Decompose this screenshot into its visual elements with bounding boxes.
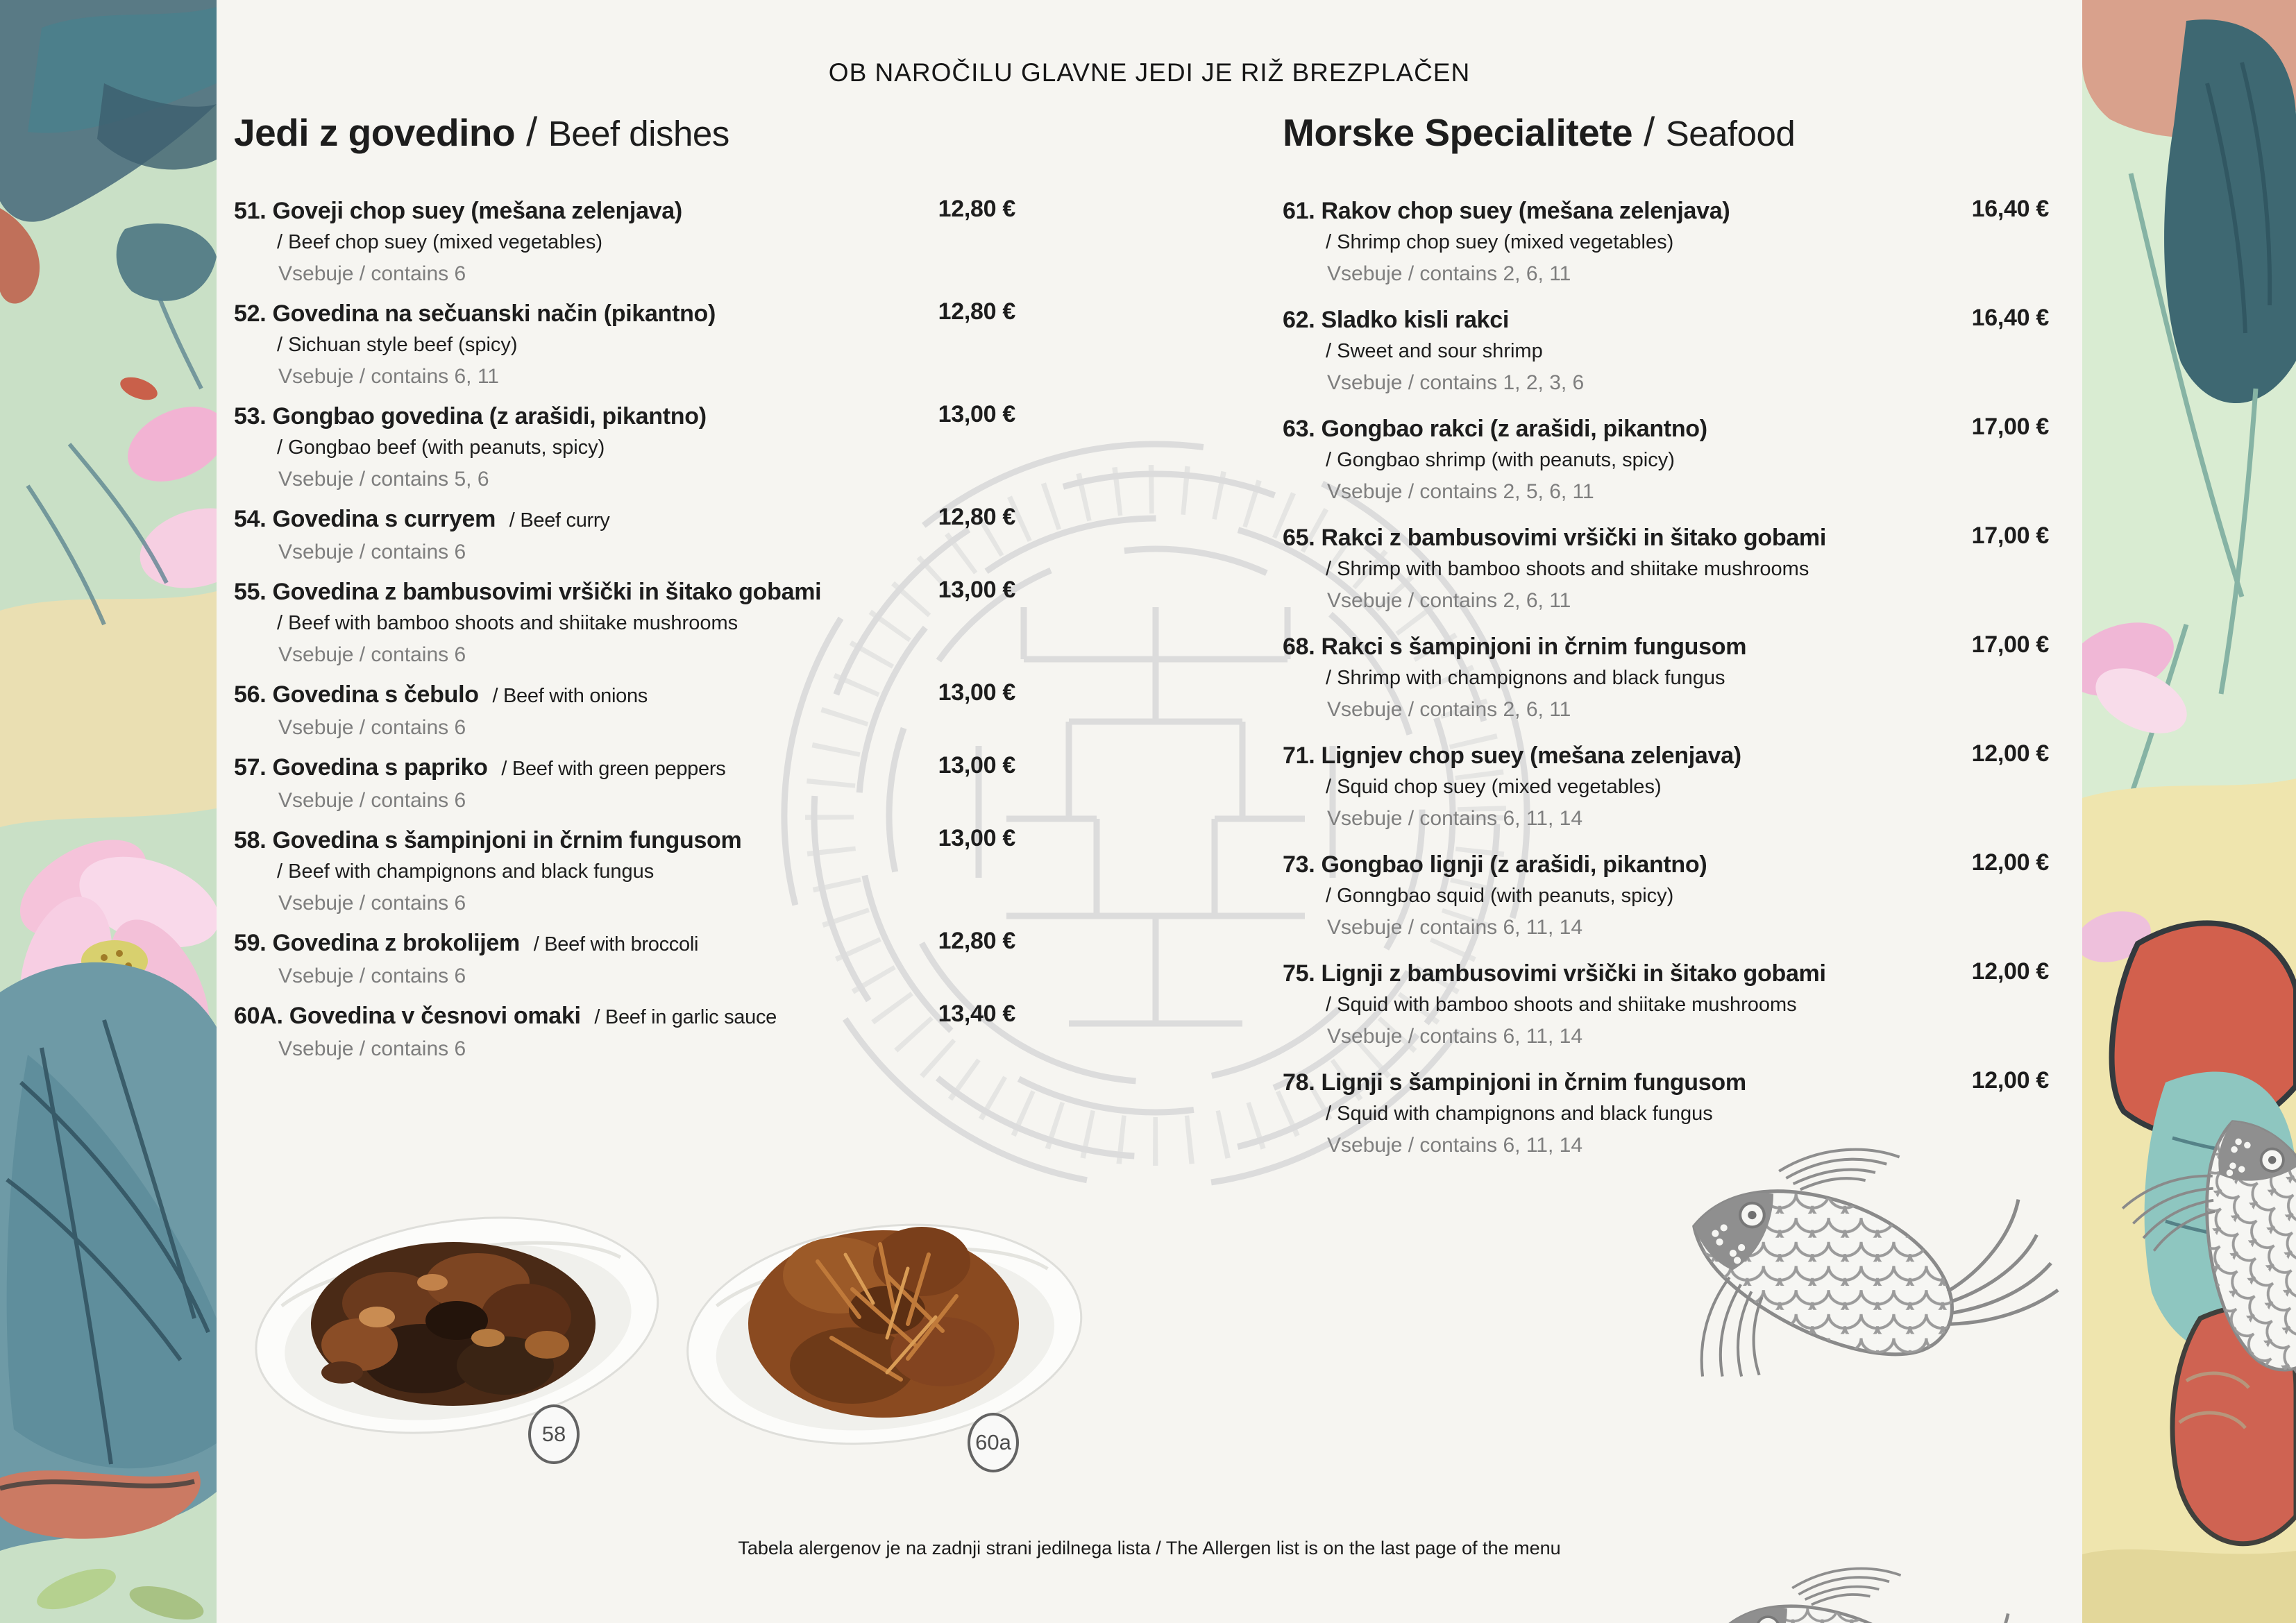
menu-item bbox=[1283, 522, 2049, 616]
item-name-en: / Shrimp with bamboo shoots and shiitake mushrooms bbox=[1326, 558, 1809, 580]
item-allergens: Vsebuje / contains 6 bbox=[278, 965, 466, 987]
menu-item bbox=[1283, 958, 2049, 1052]
menu-item bbox=[1283, 1067, 2049, 1161]
item-name-sl: Rakov chop suey (mešana zelenjava) bbox=[1321, 198, 1730, 224]
item-allergens: Vsebuje / contains 2, 5, 6, 11 bbox=[1327, 480, 1594, 503]
item-price: 13,40 € bbox=[938, 1001, 1015, 1027]
item-name-en: / Beef with bamboo shoots and shiitake mushrooms bbox=[277, 612, 738, 634]
item-allergens: Vsebuje / contains 6, 11, 14 bbox=[1327, 1025, 1583, 1048]
menu-item bbox=[234, 196, 1015, 289]
item-allergens: Vsebuje / contains 6, 11, 14 bbox=[1327, 916, 1583, 939]
item-title-line bbox=[1283, 305, 1903, 336]
item-name-en: / Beef with green peppers bbox=[496, 758, 726, 780]
item-title-line bbox=[234, 196, 870, 227]
item-name-sl: Gongbao govedina (z arašidi, pikantno) bbox=[272, 403, 707, 430]
item-title-line bbox=[234, 928, 870, 960]
item-name-sl: Govedina na sečuanski način (pikantno) bbox=[272, 300, 716, 327]
item-allergens: Vsebuje / contains 5, 6 bbox=[278, 468, 489, 491]
item-number: 60A. bbox=[234, 1003, 289, 1029]
item-price: 17,00 € bbox=[1971, 522, 2049, 549]
item-title-line bbox=[1283, 522, 1903, 554]
item-name-en: / Squid chop suey (mixed vegetables) bbox=[1326, 776, 1662, 798]
item-title-line bbox=[234, 752, 870, 785]
item-allergens: Vsebuje / contains 6 bbox=[278, 716, 466, 739]
item-name-en: / Beef with broccoli bbox=[527, 933, 699, 955]
item-number: 71. bbox=[1283, 742, 1322, 769]
item-name-sl: Govedina z bambusovimi vršički in šitako gobami bbox=[272, 579, 822, 605]
item-title-line bbox=[234, 825, 870, 856]
item-number: 55. bbox=[234, 579, 273, 605]
item-name-en: / Squid with champignons and black fungus bbox=[1326, 1103, 1713, 1125]
item-name-sl: Govedina s čebulo bbox=[272, 681, 479, 708]
item-price: 13,00 € bbox=[938, 752, 1015, 779]
item-allergens: Vsebuje / contains 2, 6, 11 bbox=[1327, 262, 1571, 285]
item-name-sl: Rakci s šampinjoni in črnim fungusom bbox=[1321, 634, 1747, 660]
food-stirfry-dark bbox=[311, 1242, 596, 1406]
item-title-line bbox=[234, 1001, 870, 1033]
item-price: 17,00 € bbox=[1971, 414, 2049, 440]
item-allergens: Vsebuje / contains 6 bbox=[278, 1037, 466, 1060]
item-name-sl: Govedina s papriko bbox=[272, 754, 488, 781]
seafood-items-list bbox=[1283, 196, 2049, 1161]
menu-item bbox=[1283, 305, 2049, 398]
item-name-sl: Rakci z bambusovimi vršički in šitako gobami bbox=[1321, 525, 1827, 551]
item-name-en: / Shrimp chop suey (mixed vegetables) bbox=[1326, 231, 1674, 253]
menu-item bbox=[234, 928, 1015, 992]
item-name-sl: Gongbao rakci (z arašidi, pikantno) bbox=[1321, 416, 1707, 442]
item-price: 12,00 € bbox=[1971, 740, 2049, 767]
item-price: 12,80 € bbox=[938, 928, 1015, 954]
item-allergens: Vsebuje / contains 6 bbox=[278, 262, 466, 285]
item-price: 12,00 € bbox=[1971, 958, 2049, 985]
item-allergens: Vsebuje / contains 2, 6, 11 bbox=[1327, 589, 1571, 612]
item-number: 62. bbox=[1283, 307, 1322, 333]
item-name-sl: Lignji s šampinjoni in črnim fungusom bbox=[1321, 1069, 1746, 1096]
item-name-sl: Gongbao lignji (z arašidi, pikantno) bbox=[1321, 851, 1707, 878]
item-title-line bbox=[1283, 849, 1903, 881]
item-title-line bbox=[1283, 414, 1903, 445]
item-title-line bbox=[234, 504, 870, 536]
item-price: 16,40 € bbox=[1971, 305, 2049, 331]
item-price: 12,80 € bbox=[938, 196, 1015, 222]
item-number: 78. bbox=[1283, 1069, 1322, 1096]
item-price: 17,00 € bbox=[1971, 631, 2049, 658]
item-number: 57. bbox=[234, 754, 273, 781]
menu-item bbox=[1283, 196, 2049, 289]
item-allergens: Vsebuje / contains 6, 11 bbox=[278, 365, 499, 388]
item-allergens: Vsebuje / contains 2, 6, 11 bbox=[1327, 698, 1571, 721]
item-name-en: / Beef with champignons and black fungus bbox=[277, 860, 655, 883]
item-name-en: / Sichuan style beef (spicy) bbox=[277, 334, 518, 356]
item-name-en: / Gonngbao squid (with peanuts, spicy) bbox=[1326, 885, 1674, 907]
item-name-sl: Govedina v česnovi omaki bbox=[289, 1003, 581, 1029]
item-name-en: / Gongbao beef (with peanuts, spicy) bbox=[277, 436, 605, 459]
item-number: 68. bbox=[1283, 634, 1322, 660]
item-number: 65. bbox=[1283, 525, 1322, 551]
left-watercolor-border bbox=[0, 0, 217, 1623]
item-name-sl: Goveji chop suey (mešana zelenjava) bbox=[272, 198, 682, 224]
item-allergens: Vsebuje / contains 1, 2, 3, 6 bbox=[1327, 371, 1585, 394]
menu-item bbox=[1283, 849, 2049, 943]
item-title-line bbox=[234, 401, 870, 432]
item-number: 58. bbox=[234, 827, 273, 853]
item-number: 61. bbox=[1283, 198, 1322, 224]
item-price: 12,80 € bbox=[938, 298, 1015, 325]
menu-item bbox=[1283, 740, 2049, 834]
item-name-sl: Govedina z brokolijem bbox=[272, 930, 520, 956]
item-name-en: / Gongbao shrimp (with peanuts, spicy) bbox=[1326, 449, 1675, 471]
item-price: 13,00 € bbox=[938, 401, 1015, 427]
menu-item bbox=[234, 298, 1015, 392]
item-price: 16,40 € bbox=[1971, 196, 2049, 222]
dish-photo-58 bbox=[248, 1199, 665, 1449]
dish-photo-60a bbox=[679, 1178, 1088, 1463]
title-slash: / bbox=[526, 110, 537, 155]
item-number: 52. bbox=[234, 300, 273, 327]
menu-item bbox=[234, 577, 1015, 670]
menu-item bbox=[1283, 631, 2049, 725]
item-name-sl: Sladko kisli rakci bbox=[1321, 307, 1510, 333]
item-number: 54. bbox=[234, 506, 273, 532]
menu-item bbox=[234, 825, 1015, 919]
item-name-sl: Lignjev chop suey (mešana zelenjava) bbox=[1321, 742, 1741, 769]
item-allergens: Vsebuje / contains 6 bbox=[278, 789, 466, 812]
title-slash: / bbox=[1644, 110, 1655, 155]
section-seafood bbox=[1283, 110, 2049, 1176]
item-name-sl: Govedina s šampinjoni in črnim fungusom bbox=[272, 827, 742, 853]
item-number: 75. bbox=[1283, 960, 1322, 987]
item-title-line bbox=[1283, 1067, 1903, 1098]
menu-item bbox=[234, 752, 1015, 816]
section-title-en: Seafood bbox=[1665, 114, 1796, 153]
item-allergens: Vsebuje / contains 6 bbox=[278, 541, 466, 563]
section-title-sl: Morske Specialitete bbox=[1283, 111, 1633, 154]
item-price: 13,00 € bbox=[938, 577, 1015, 603]
item-number: 56. bbox=[234, 681, 273, 708]
item-price: 12,00 € bbox=[1971, 849, 2049, 876]
item-price: 12,80 € bbox=[938, 504, 1015, 530]
item-number: 59. bbox=[234, 930, 273, 956]
menu-item bbox=[234, 1001, 1015, 1064]
section-title-beef bbox=[234, 110, 1015, 157]
item-name-en: / Beef with onions bbox=[487, 685, 648, 707]
item-allergens: Vsebuje / contains 6 bbox=[278, 892, 466, 915]
dish-badge-58: 58 bbox=[528, 1404, 580, 1464]
item-number: 73. bbox=[1283, 851, 1322, 878]
item-allergens: Vsebuje / contains 6 bbox=[278, 643, 466, 666]
item-title-line bbox=[234, 298, 870, 330]
section-beef bbox=[234, 110, 1015, 1073]
item-price: 12,00 € bbox=[1971, 1067, 2049, 1094]
item-number: 53. bbox=[234, 403, 273, 430]
item-name-en: / Sweet and sour shrimp bbox=[1326, 340, 1543, 362]
section-title-en: Beef dishes bbox=[548, 114, 729, 153]
item-title-line bbox=[234, 577, 870, 608]
item-price: 13,00 € bbox=[938, 679, 1015, 706]
item-allergens: Vsebuje / contains 6, 11, 14 bbox=[1327, 1134, 1583, 1157]
item-price: 13,00 € bbox=[938, 825, 1015, 851]
item-title-line bbox=[1283, 958, 1903, 989]
beef-items-list bbox=[234, 196, 1015, 1064]
item-name-en: / Beef curry bbox=[504, 509, 610, 532]
menu-item bbox=[234, 504, 1015, 568]
section-title-sl: Jedi z govedino bbox=[234, 111, 516, 154]
item-number: 63. bbox=[1283, 416, 1322, 442]
header-note: OB NAROČILU GLAVNE JEDI JE RIŽ BREZPLAČEN bbox=[828, 58, 1471, 87]
item-title-line bbox=[234, 679, 870, 712]
item-name-en: / Beef in garlic sauce bbox=[589, 1006, 777, 1028]
item-name-sl: Govedina s curryem bbox=[272, 506, 496, 532]
item-allergens: Vsebuje / contains 6, 11, 14 bbox=[1327, 807, 1583, 830]
item-title-line bbox=[1283, 631, 1903, 663]
item-name-en: / Squid with bamboo shoots and shiitake mushrooms bbox=[1326, 994, 1797, 1016]
item-name-sl: Lignji z bambusovimi vršički in šitako gobami bbox=[1321, 960, 1826, 987]
item-title-line bbox=[1283, 740, 1903, 772]
item-name-en: / Beef chop suey (mixed vegetables) bbox=[277, 231, 603, 253]
item-number: 51. bbox=[234, 198, 273, 224]
menu-item bbox=[234, 679, 1015, 743]
item-title-line bbox=[1283, 196, 1903, 227]
menu-item bbox=[1283, 414, 2049, 507]
menu-item bbox=[234, 401, 1015, 495]
footer-note: Tabela alergenov je na zadnji strani jedilnega lista / The Allergen list is on the last page of the menu bbox=[738, 1538, 1561, 1558]
dish-badge-60a: 60a bbox=[968, 1413, 1019, 1472]
section-title-seafood bbox=[1283, 110, 2049, 157]
item-name-en: / Shrimp with champignons and black fungus bbox=[1326, 667, 1725, 689]
